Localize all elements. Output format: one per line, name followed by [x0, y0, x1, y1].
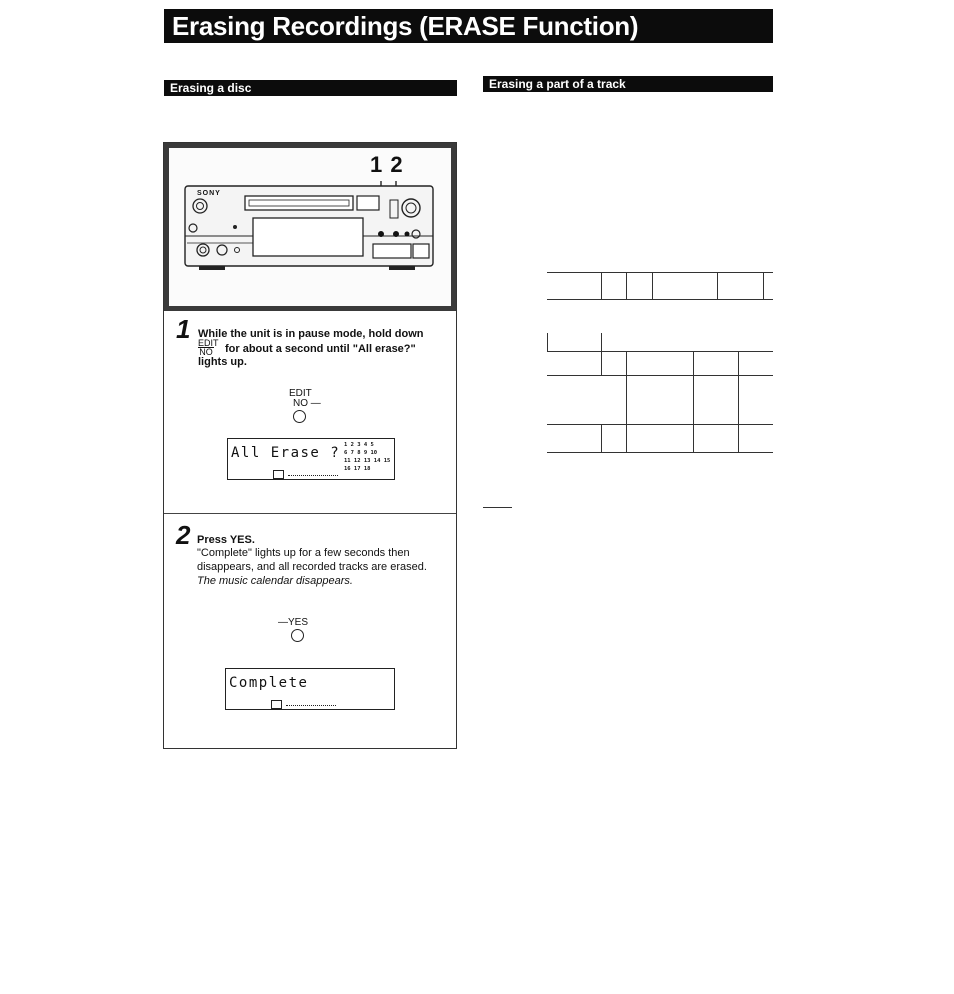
edit-inline-top: EDIT	[198, 338, 219, 348]
edit-button-label-top: EDIT	[289, 388, 312, 399]
table-line	[763, 272, 764, 300]
disc-indicator-icon	[271, 700, 282, 709]
table-line	[547, 424, 773, 425]
music-calendar-row: 1 2 3 4 5	[344, 442, 374, 448]
lcd-complete-text: Complete	[229, 675, 309, 691]
edit-no-inline-label	[198, 338, 219, 357]
table-line	[626, 351, 627, 375]
table-line	[547, 299, 773, 300]
disc-indicator-icon	[273, 470, 284, 479]
edit-no-button[interactable]	[293, 410, 306, 423]
table-line	[626, 375, 627, 453]
table-line	[547, 272, 773, 273]
note-rule	[483, 507, 512, 508]
yes-button[interactable]	[291, 629, 304, 642]
callout-numbers: 1 2	[370, 152, 404, 177]
lcd-display-complete	[225, 668, 395, 710]
md-deck-illustration	[169, 148, 451, 306]
section-heading-erasing-part: Erasing a part of a track	[483, 76, 773, 92]
table-line	[601, 272, 602, 300]
music-calendar	[344, 441, 394, 473]
yes-button-label: —YES	[278, 617, 309, 628]
edit-button-label-bottom: NO —	[293, 398, 321, 409]
page-title: Erasing Recordings (ERASE Function)	[172, 11, 639, 41]
step-1-text-line3: lights up.	[198, 356, 247, 368]
lcd-all-erase-text: All Erase ?	[231, 445, 341, 461]
table-line	[547, 375, 773, 376]
table-2	[547, 333, 773, 453]
step-2-body-line3: The music calendar disappears.	[197, 575, 353, 587]
table-line	[547, 333, 548, 352]
table-line	[652, 272, 653, 300]
step-1-text-line1: While the unit is in pause mode, hold down	[198, 328, 424, 340]
table-line	[717, 272, 718, 300]
section-heading-erasing-disc: Erasing a disc	[164, 80, 457, 96]
step-divider	[164, 513, 456, 514]
level-meter-icon	[288, 472, 338, 476]
level-meter-icon	[286, 702, 336, 706]
table-line	[547, 351, 773, 352]
music-calendar-row: 11 12 13 14 15	[344, 458, 391, 464]
step-2-heading: Press YES.	[197, 534, 255, 546]
table-line	[601, 333, 602, 352]
lcd-display-all-erase	[227, 438, 395, 480]
step-2-body-line1: "Complete" lights up for a few seconds then	[197, 547, 410, 559]
table-1	[547, 272, 773, 300]
table-line	[547, 452, 773, 453]
step-1-text-line2: for about a second until "All erase?"	[225, 343, 416, 355]
step-2-body	[197, 546, 447, 588]
music-calendar-row: 6 7 8 9 10	[344, 450, 378, 456]
table-line	[693, 351, 694, 453]
step-2-number: 2	[176, 520, 191, 550]
music-calendar-row: 16 17 18	[344, 466, 371, 472]
table-line	[738, 351, 739, 453]
step-2-body-line2: disappears, and all recorded tracks are erased.	[197, 561, 427, 573]
table-line	[601, 351, 602, 375]
table-line	[601, 424, 602, 453]
step-1-number: 1	[176, 314, 191, 344]
no-inline-bottom: NO	[199, 347, 213, 357]
device-photo	[169, 148, 451, 306]
table-line	[626, 272, 627, 300]
device-brand: SONY	[197, 190, 221, 197]
